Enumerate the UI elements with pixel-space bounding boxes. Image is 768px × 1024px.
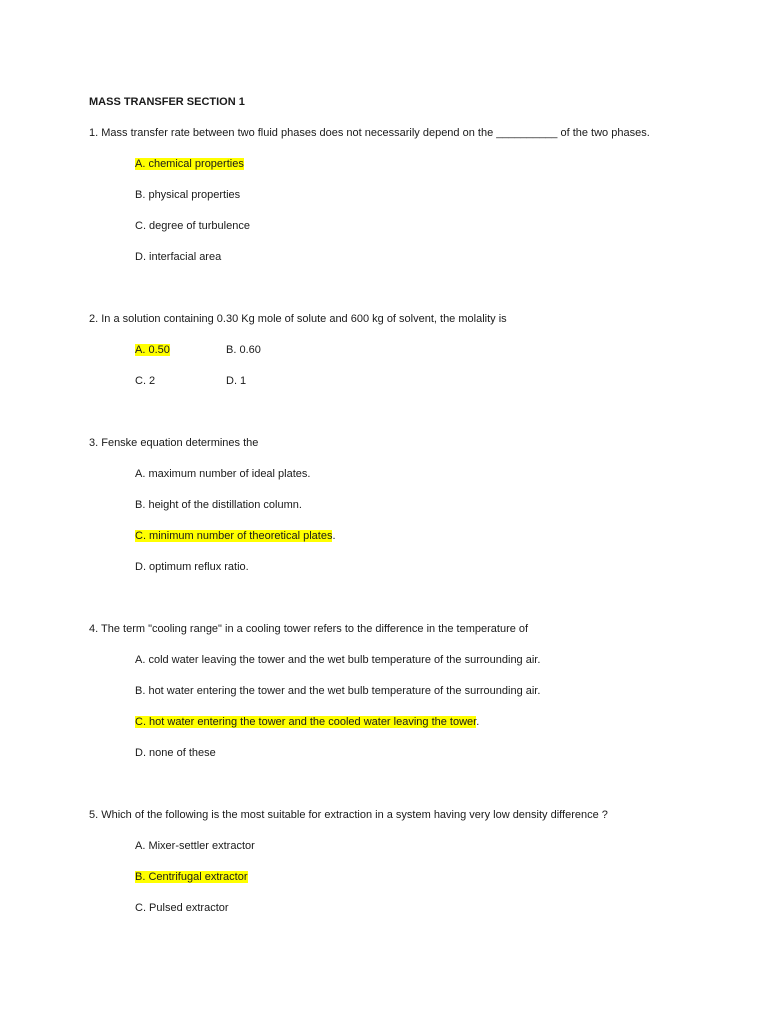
answer-highlight: C. minimum number of theoretical plates	[135, 530, 333, 542]
answer-highlight: B. Centrifugal extractor	[135, 871, 248, 883]
answer-highlight: A. 0.50	[135, 344, 170, 356]
question-5-option-a: A. Mixer-settler extractor	[135, 840, 255, 852]
question-4-option-b: B. hot water entering the tower and the wet bulb temperature of the surrounding air.	[135, 685, 541, 697]
option-suffix: .	[332, 530, 336, 542]
question-4-stem: 4. The term "cooling range" in a cooling tower refers to the difference in the temperature of	[89, 623, 529, 635]
question-3-option-c	[135, 529, 336, 543]
question-3-option-d: D. optimum reflux ratio.	[135, 561, 249, 573]
question-5-option-b	[135, 870, 248, 884]
question-1-option-c: C. degree of turbulence	[135, 220, 250, 232]
question-2-option-b: B. 0.60	[226, 344, 261, 356]
question-5-option-c: C. Pulsed extractor	[135, 902, 229, 914]
question-1-option-b: B. physical properties	[135, 189, 241, 201]
question-4-option-d: D. none of these	[135, 747, 216, 759]
question-3-option-a: A. maximum number of ideal plates.	[135, 468, 311, 480]
question-1-stem: 1. Mass transfer rate between two fluid phases does not necessarily depend on the __________ of the two phases.	[89, 127, 650, 139]
question-2-option-d: D. 1	[226, 375, 247, 387]
question-5-stem: 5. Which of the following is the most suitable for extraction in a system having very low density difference ?	[89, 809, 608, 821]
question-2-option-c: C. 2	[135, 375, 156, 387]
question-1-option-a	[135, 157, 244, 171]
answer-highlight: C. hot water entering the tower and the cooled water leaving the tower	[135, 716, 477, 728]
question-4-option-a: A. cold water leaving the tower and the wet bulb temperature of the surrounding air.	[135, 654, 541, 666]
question-4-option-c	[135, 715, 479, 729]
answer-highlight: A. chemical properties	[135, 158, 244, 170]
document-title: MASS TRANSFER SECTION 1	[89, 96, 245, 108]
question-3-stem: 3. Fenske equation determines the	[89, 437, 259, 449]
option-suffix: .	[476, 716, 480, 728]
question-2-option-a	[135, 343, 170, 357]
question-2-stem: 2. In a solution containing 0.30 Kg mole of solute and 600 kg of solvent, the molality is	[89, 313, 507, 325]
question-1-option-d: D. interfacial area	[135, 251, 222, 263]
question-3-option-b: B. height of the distillation column.	[135, 499, 302, 511]
